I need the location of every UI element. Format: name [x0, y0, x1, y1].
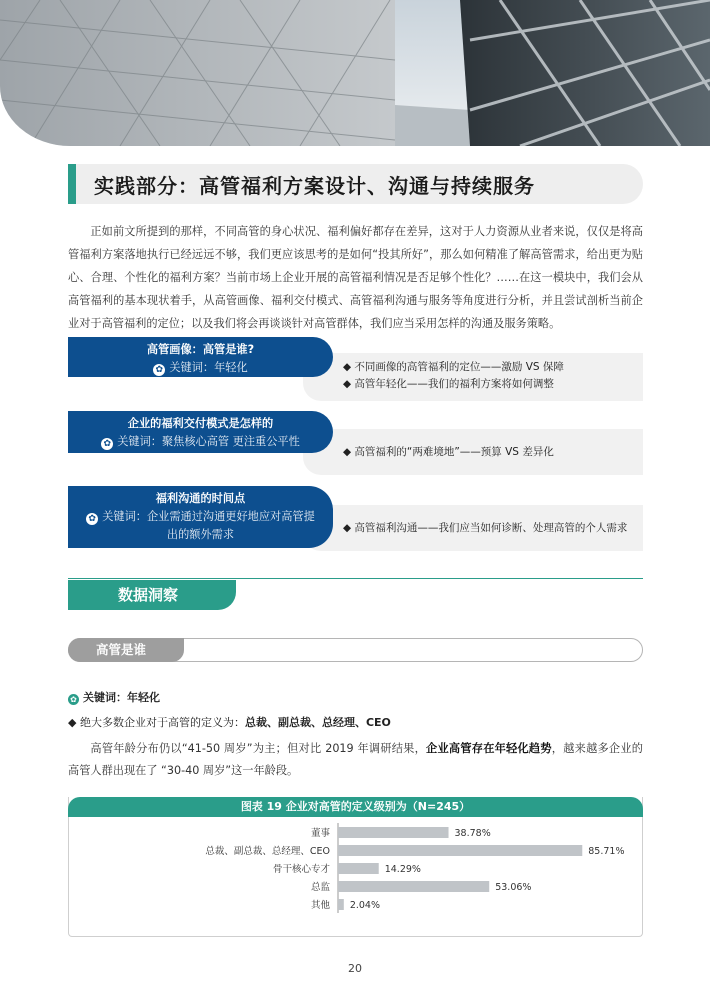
question-2-card [68, 411, 333, 453]
section-divider [68, 578, 643, 579]
bar [338, 899, 344, 910]
question-1-keyword: 关键词：年轻化 [169, 361, 248, 374]
bar-chart [68, 817, 643, 935]
question-3-card [68, 486, 333, 548]
keyword-icon: ✿ [153, 364, 165, 376]
question-2-title: 企业的福利交付模式是怎样的 [127, 417, 274, 430]
bar [338, 881, 489, 892]
value-label: 85.71% [588, 846, 625, 857]
keyword-icon: ✿ [101, 438, 113, 450]
value-label: 14.29% [384, 864, 421, 875]
question-1-items [343, 359, 564, 393]
question-1-item: ◆ 高管年轻化——我们的福利方案将如何调整 [343, 378, 554, 390]
keyword-icon: ✿ [86, 513, 98, 525]
question-1-item: ◆ 不同画像的高管福利的定位——激励 VS 保障 [343, 361, 564, 373]
question-2-items [343, 444, 554, 461]
section-title: 实践部分：高管福利方案设计、沟通与持续服务 [94, 174, 535, 198]
chart-title: 图表 19 企业对高管的定义级别为（N=245） [68, 797, 643, 817]
question-1-card [68, 337, 333, 377]
value-label: 38.78% [454, 828, 491, 839]
header-architecture-image [0, 0, 710, 146]
title-accent [68, 164, 76, 204]
age-paragraph [68, 738, 643, 782]
question-3-item: ◆ 高管福利沟通——我们应当如何诊断、处理高管的个人需求 [343, 522, 628, 534]
page-number: 20 [348, 962, 362, 975]
question-2-keyword: 关键词：聚焦核心高管 更注重公平性 [117, 435, 300, 448]
question-2-item: ◆ 高管福利的“两难境地”——预算 VS 差异化 [343, 446, 554, 458]
keyword-icon: ✿ [68, 694, 79, 705]
section-title-bar [68, 164, 643, 204]
bar [338, 863, 379, 874]
category-label: 其他 [310, 900, 330, 911]
intro-text: 正如前文所提到的那样，不同高管的身心状况、福利偏好都存在差异，这对于人力资源从业者来说，仅仅是将高管福利方案落地执行已经远远不够，我们更应该思考的是如何“投其所好”，那么如何精准了解高管需求，给出更为贴心、合理、个性化的福利方案？当前市场上企业开展的高管福利情况是否足够个性化？……在这一模块中，我们会从高管福利的基本现状着手，从高管画像、福利交付模式、高管福利沟通与服务等角度进行分析，并且尝试剖析当前企业对于高管福利的定位；以及我们将会再谈谈针对高管群体，我们应当采用怎样的沟通及服务策略。 [68, 225, 643, 330]
question-1-title: 高管画像：高管是谁? [146, 343, 255, 356]
question-row-1 [68, 337, 643, 390]
keyword-line [68, 689, 160, 705]
intro-paragraph [68, 220, 643, 335]
value-label: 2.04% [349, 900, 381, 911]
question-3-keyword: 关键词：企业需通过沟通更好地应对高管提出的额外需求 [102, 510, 315, 541]
category-label: 总监 [310, 882, 330, 893]
value-label: 53.06% [495, 882, 532, 893]
question-3-title: 福利沟通的时间点 [155, 492, 246, 505]
bar [338, 827, 449, 838]
category-label: 骨干核心专才 [272, 864, 330, 875]
question-3-items [343, 520, 627, 537]
age-text-bold: 企业高管存在年轻化趋势 [426, 742, 552, 755]
subsection-label: 高管是谁 [68, 638, 184, 662]
data-insight-tab: 数据洞察 [68, 580, 236, 610]
definition-bold: 总裁、副总裁、总经理、CEO [244, 716, 391, 729]
question-row-3 [68, 486, 643, 552]
category-label: 董事 [310, 828, 330, 839]
definition-prefix: ◆ 绝大多数企业对于高管的定义为： [68, 716, 245, 729]
bar [338, 845, 582, 856]
category-label: 总裁、副总裁、总经理、CEO [205, 846, 330, 857]
question-row-2 [68, 411, 643, 471]
keyword-text: 关键词：年轻化 [83, 691, 160, 704]
definition-line [68, 714, 391, 730]
age-text-a: 高管年龄分布仍以“41-50 周岁”为主；但对比 2019 年调研结果， [90, 742, 427, 755]
age-text-b: ，越来越多企业的高管人群出现在了 “30-40 周岁”这一年龄段。 [68, 742, 643, 777]
